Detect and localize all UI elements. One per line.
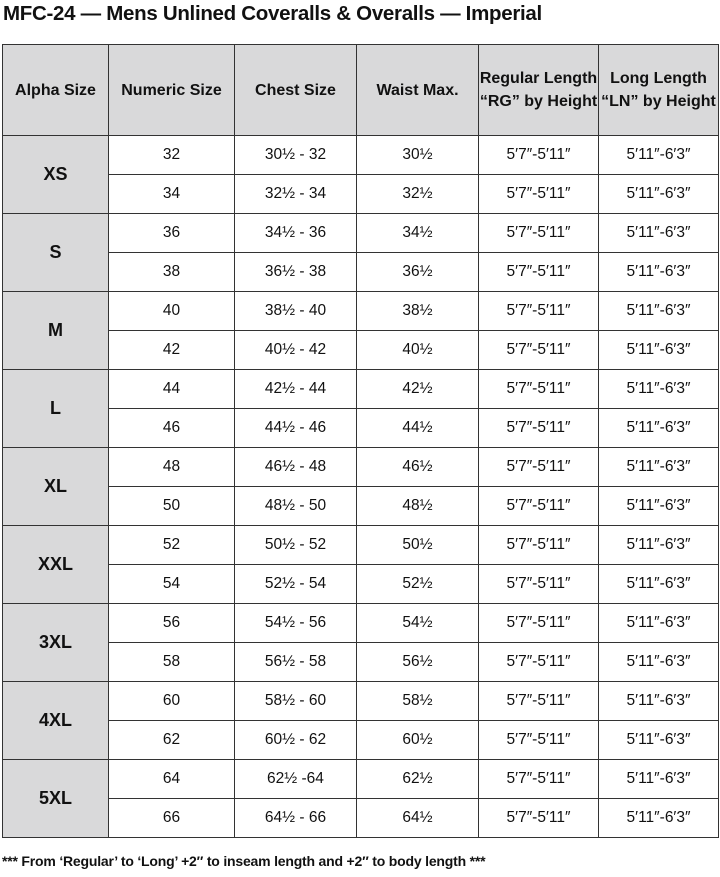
long-length-cell: 5′11″-6′3″ xyxy=(599,370,719,409)
regular-length-cell: 5′7″-5′11″ xyxy=(479,799,599,838)
numeric-size-cell: 48 xyxy=(109,448,235,487)
waist-max-cell: 48½ xyxy=(357,487,479,526)
table-row xyxy=(3,136,719,175)
table-row xyxy=(3,370,719,409)
waist-max-cell: 38½ xyxy=(357,292,479,331)
chest-size-cell: 36½ - 38 xyxy=(235,253,357,292)
waist-max-cell: 54½ xyxy=(357,604,479,643)
numeric-size-cell: 40 xyxy=(109,292,235,331)
waist-max-cell: 62½ xyxy=(357,760,479,799)
alpha-size-cell: M xyxy=(3,292,109,370)
long-length-cell: 5′11″-6′3″ xyxy=(599,136,719,175)
waist-max-cell: 32½ xyxy=(357,175,479,214)
waist-max-cell: 50½ xyxy=(357,526,479,565)
header-row xyxy=(3,45,719,136)
numeric-size-cell: 62 xyxy=(109,721,235,760)
size-chart-table xyxy=(2,44,719,838)
regular-length-cell: 5′7″-5′11″ xyxy=(479,175,599,214)
regular-length-cell: 5′7″-5′11″ xyxy=(479,370,599,409)
long-length-cell: 5′11″-6′3″ xyxy=(599,214,719,253)
chest-size-cell: 52½ - 54 xyxy=(235,565,357,604)
waist-max-cell: 34½ xyxy=(357,214,479,253)
chest-size-cell: 54½ - 56 xyxy=(235,604,357,643)
numeric-size-cell: 36 xyxy=(109,214,235,253)
long-length-cell: 5′11″-6′3″ xyxy=(599,799,719,838)
chest-size-cell: 34½ - 36 xyxy=(235,214,357,253)
regular-length-cell: 5′7″-5′11″ xyxy=(479,604,599,643)
regular-length-cell: 5′7″-5′11″ xyxy=(479,565,599,604)
table-row xyxy=(3,331,719,370)
chest-size-cell: 30½ - 32 xyxy=(235,136,357,175)
table-row xyxy=(3,253,719,292)
alpha-size-cell: 5XL xyxy=(3,760,109,838)
long-length-cell: 5′11″-6′3″ xyxy=(599,409,719,448)
alpha-size-cell: XS xyxy=(3,136,109,214)
regular-length-cell: 5′7″-5′11″ xyxy=(479,136,599,175)
column-header-long-length: Long Length “LN” by Height xyxy=(599,45,719,136)
numeric-size-cell: 60 xyxy=(109,682,235,721)
alpha-size-cell: 3XL xyxy=(3,604,109,682)
table-row xyxy=(3,643,719,682)
numeric-size-cell: 54 xyxy=(109,565,235,604)
long-length-cell: 5′11″-6′3″ xyxy=(599,721,719,760)
table-row xyxy=(3,799,719,838)
column-header-chest-size: Chest Size xyxy=(235,45,357,136)
chest-size-cell: 56½ - 58 xyxy=(235,643,357,682)
waist-max-cell: 36½ xyxy=(357,253,479,292)
long-length-cell: 5′11″-6′3″ xyxy=(599,448,719,487)
chest-size-cell: 64½ - 66 xyxy=(235,799,357,838)
table-row xyxy=(3,292,719,331)
numeric-size-cell: 66 xyxy=(109,799,235,838)
regular-length-cell: 5′7″-5′11″ xyxy=(479,214,599,253)
numeric-size-cell: 38 xyxy=(109,253,235,292)
long-length-cell: 5′11″-6′3″ xyxy=(599,292,719,331)
table-row xyxy=(3,760,719,799)
table-row xyxy=(3,604,719,643)
chest-size-cell: 44½ - 46 xyxy=(235,409,357,448)
regular-length-cell: 5′7″-5′11″ xyxy=(479,760,599,799)
long-length-cell: 5′11″-6′3″ xyxy=(599,487,719,526)
chest-size-cell: 38½ - 40 xyxy=(235,292,357,331)
alpha-size-cell: S xyxy=(3,214,109,292)
long-length-cell: 5′11″-6′3″ xyxy=(599,682,719,721)
alpha-size-cell: L xyxy=(3,370,109,448)
numeric-size-cell: 32 xyxy=(109,136,235,175)
table-row xyxy=(3,448,719,487)
chest-size-cell: 62½ -64 xyxy=(235,760,357,799)
waist-max-cell: 30½ xyxy=(357,136,479,175)
waist-max-cell: 52½ xyxy=(357,565,479,604)
table-row xyxy=(3,721,719,760)
regular-length-cell: 5′7″-5′11″ xyxy=(479,643,599,682)
alpha-size-cell: XL xyxy=(3,448,109,526)
chest-size-cell: 42½ - 44 xyxy=(235,370,357,409)
numeric-size-cell: 42 xyxy=(109,331,235,370)
numeric-size-cell: 52 xyxy=(109,526,235,565)
waist-max-cell: 40½ xyxy=(357,331,479,370)
alpha-size-cell: XXL xyxy=(3,526,109,604)
waist-max-cell: 60½ xyxy=(357,721,479,760)
table-row xyxy=(3,409,719,448)
table-row xyxy=(3,526,719,565)
long-length-cell: 5′11″-6′3″ xyxy=(599,175,719,214)
column-header-regular-length: Regular Length “RG” by Height xyxy=(479,45,599,136)
numeric-size-cell: 58 xyxy=(109,643,235,682)
table-row xyxy=(3,214,719,253)
footnote: *** From ‘Regular’ to ‘Long’ +2″ to inseam length and +2″ to body length *** xyxy=(2,853,486,869)
waist-max-cell: 56½ xyxy=(357,643,479,682)
column-header-numeric-size: Numeric Size xyxy=(109,45,235,136)
long-length-cell: 5′11″-6′3″ xyxy=(599,253,719,292)
numeric-size-cell: 64 xyxy=(109,760,235,799)
waist-max-cell: 58½ xyxy=(357,682,479,721)
regular-length-cell: 5′7″-5′11″ xyxy=(479,253,599,292)
long-length-cell: 5′11″-6′3″ xyxy=(599,760,719,799)
table-row xyxy=(3,682,719,721)
long-length-cell: 5′11″-6′3″ xyxy=(599,331,719,370)
chest-size-cell: 40½ - 42 xyxy=(235,331,357,370)
regular-length-cell: 5′7″-5′11″ xyxy=(479,448,599,487)
size-table-body xyxy=(3,136,719,838)
regular-length-cell: 5′7″-5′11″ xyxy=(479,721,599,760)
waist-max-cell: 46½ xyxy=(357,448,479,487)
regular-length-cell: 5′7″-5′11″ xyxy=(479,292,599,331)
table-row xyxy=(3,565,719,604)
regular-length-cell: 5′7″-5′11″ xyxy=(479,409,599,448)
long-length-cell: 5′11″-6′3″ xyxy=(599,604,719,643)
chest-size-cell: 48½ - 50 xyxy=(235,487,357,526)
page-title: MFC-24 — Mens Unlined Coveralls & Overalls — Imperial xyxy=(3,2,542,25)
numeric-size-cell: 56 xyxy=(109,604,235,643)
chest-size-cell: 58½ - 60 xyxy=(235,682,357,721)
waist-max-cell: 44½ xyxy=(357,409,479,448)
waist-max-cell: 64½ xyxy=(357,799,479,838)
numeric-size-cell: 46 xyxy=(109,409,235,448)
column-header-waist-max: Waist Max. xyxy=(357,45,479,136)
waist-max-cell: 42½ xyxy=(357,370,479,409)
chest-size-cell: 32½ - 34 xyxy=(235,175,357,214)
chest-size-cell: 46½ - 48 xyxy=(235,448,357,487)
numeric-size-cell: 34 xyxy=(109,175,235,214)
regular-length-cell: 5′7″-5′11″ xyxy=(479,487,599,526)
alpha-size-cell: 4XL xyxy=(3,682,109,760)
regular-length-cell: 5′7″-5′11″ xyxy=(479,526,599,565)
regular-length-cell: 5′7″-5′11″ xyxy=(479,682,599,721)
numeric-size-cell: 44 xyxy=(109,370,235,409)
table-row xyxy=(3,175,719,214)
long-length-cell: 5′11″-6′3″ xyxy=(599,526,719,565)
regular-length-cell: 5′7″-5′11″ xyxy=(479,331,599,370)
long-length-cell: 5′11″-6′3″ xyxy=(599,565,719,604)
column-header-alpha-size: Alpha Size xyxy=(3,45,109,136)
chest-size-cell: 50½ - 52 xyxy=(235,526,357,565)
long-length-cell: 5′11″-6′3″ xyxy=(599,643,719,682)
chest-size-cell: 60½ - 62 xyxy=(235,721,357,760)
table-row xyxy=(3,487,719,526)
numeric-size-cell: 50 xyxy=(109,487,235,526)
